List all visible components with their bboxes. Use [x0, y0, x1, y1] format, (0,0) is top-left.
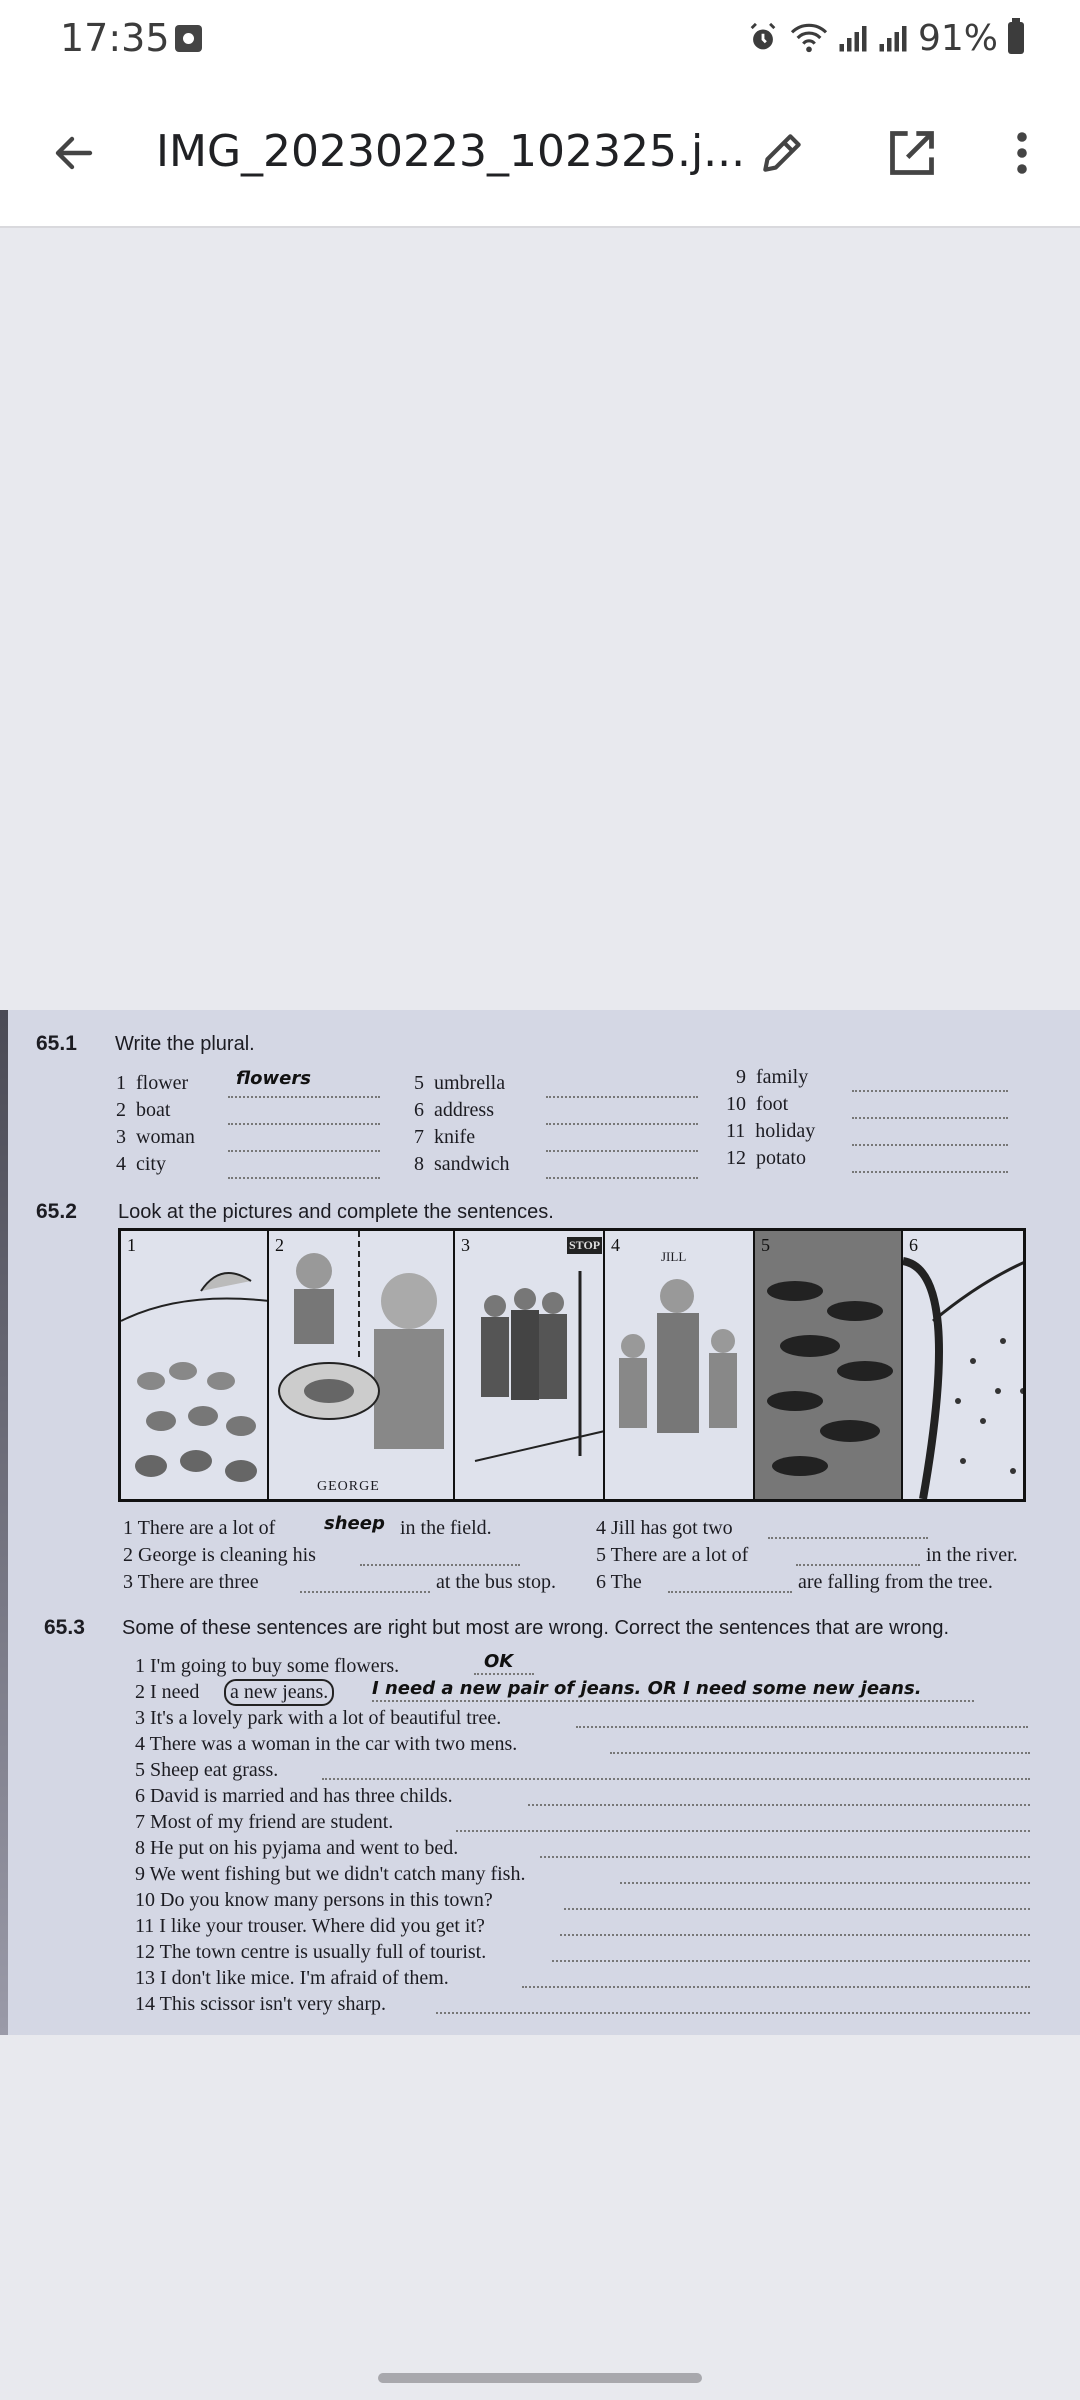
sentence: 4 There was a woman in the car with two mens. — [135, 1733, 518, 1755]
answer-line — [668, 1591, 792, 1593]
plural-item: 5 umbrella — [414, 1072, 506, 1094]
sentence: 10 Do you know many persons in this town? — [135, 1889, 493, 1911]
answer-line — [768, 1537, 928, 1539]
sentence: 5 There are a lot of — [596, 1544, 749, 1566]
battery-percent: 91% — [917, 17, 998, 59]
sentence: 3 There are three — [123, 1571, 259, 1593]
answer-line — [540, 1856, 1030, 1858]
picture-number: 6 — [909, 1235, 918, 1255]
battery-icon — [1008, 22, 1024, 54]
more-options-icon[interactable] — [992, 123, 1052, 183]
answer-line — [610, 1752, 1030, 1754]
answer-line — [546, 1177, 698, 1179]
plural-item: 6 address — [414, 1099, 494, 1121]
app-bar — [0, 78, 1080, 228]
plural-item: 8 sandwich — [414, 1153, 510, 1175]
handwritten-answer: I need a new pair of jeans. OR I need some new jeans. — [372, 1678, 922, 1699]
plural-item: 11 holiday — [726, 1120, 816, 1142]
sentence: 2 George is cleaning his — [123, 1544, 316, 1566]
picture-jill-children — [605, 1231, 755, 1499]
answer-line — [228, 1150, 380, 1152]
sentence: 6 David is married and has three childs. — [135, 1785, 453, 1807]
sentence: 3 It's a lovely park with a lot of beautiful tree. — [135, 1707, 502, 1729]
answer-line — [456, 1830, 1030, 1832]
bus-stop-sign: STOP — [569, 1238, 601, 1252]
handwritten-answer: sheep — [324, 1513, 385, 1534]
picture-number: 4 — [611, 1235, 620, 1255]
picture-strip — [118, 1228, 1026, 1502]
answer-line — [546, 1123, 698, 1125]
alarm-icon — [746, 21, 780, 55]
jill-drawing — [605, 1231, 755, 1499]
answer-line — [852, 1090, 1008, 1092]
file-name-title: IMG_20230223_102325.j... — [156, 126, 746, 177]
fish-drawing — [755, 1231, 903, 1499]
status-bar — [0, 0, 1080, 78]
picture-falling-leaves — [903, 1231, 1023, 1499]
answer-line — [852, 1117, 1008, 1119]
notification-app-icon — [175, 25, 202, 52]
sentence: are falling from the tree. — [798, 1571, 993, 1593]
image-canvas[interactable] — [0, 230, 1080, 2330]
answer-line — [620, 1882, 1030, 1884]
picture-george-teeth — [269, 1231, 455, 1499]
sentence: 13 I don't like mice. I'm afraid of them. — [135, 1967, 449, 1989]
exercise-number: 65.3 — [44, 1616, 85, 1639]
george-drawing — [269, 1231, 455, 1499]
answer-line — [560, 1934, 1030, 1936]
answer-line — [372, 1700, 974, 1702]
status-time: 17:35 — [60, 16, 170, 60]
plural-item: 7 knife — [414, 1126, 476, 1148]
answer-line — [300, 1591, 430, 1593]
sentence: 1 I'm going to buy some flowers. — [135, 1655, 400, 1677]
sentence: 8 He put on his pyjama and went to bed. — [135, 1837, 459, 1859]
picture-caption: JILL — [661, 1249, 687, 1264]
plural-item: 1 flower — [116, 1072, 189, 1094]
answer-line — [852, 1144, 1008, 1146]
answer-line — [576, 1726, 1028, 1728]
picture-number: 5 — [761, 1235, 770, 1255]
handwritten-answer: flowers — [236, 1068, 311, 1089]
answer-line — [436, 2012, 1030, 2014]
plural-item: 9 family — [736, 1066, 809, 1088]
picture-number: 3 — [461, 1235, 470, 1255]
answer-line — [228, 1177, 380, 1179]
answer-line — [522, 1986, 1030, 1988]
sheep-drawing — [121, 1231, 269, 1499]
edit-pencil-icon[interactable] — [752, 123, 812, 183]
sentence: 6 The — [596, 1571, 642, 1593]
plural-item: 10 foot — [726, 1093, 789, 1115]
picture-sheep-field — [121, 1231, 269, 1499]
exercise-heading: Write the plural. — [115, 1033, 255, 1055]
sentence: 12 The town centre is usually full of tourist. — [135, 1941, 487, 1963]
answer-line — [852, 1171, 1008, 1173]
picture-number: 2 — [275, 1235, 284, 1255]
bus-stop-drawing — [455, 1231, 605, 1499]
home-indicator[interactable] — [378, 2373, 702, 2383]
circled-phrase: a new jeans. — [224, 1679, 334, 1706]
answer-line — [796, 1564, 920, 1566]
sentence: 14 This scissor isn't very sharp. — [135, 1993, 386, 2015]
answer-line — [528, 1804, 1030, 1806]
sentence: in the river. — [926, 1544, 1018, 1566]
answer-line — [228, 1096, 380, 1098]
status-icons — [746, 16, 1024, 60]
plural-item: 12 potato — [726, 1147, 806, 1169]
plural-item: 4 city — [116, 1153, 166, 1175]
picture-bus-stop — [455, 1231, 605, 1499]
sentence: at the bus stop. — [436, 1571, 556, 1593]
answer-line — [552, 1960, 1030, 1962]
handwritten-answer: OK — [484, 1651, 514, 1672]
sentence: 7 Most of my friend are student. — [135, 1811, 394, 1833]
wifi-icon — [790, 21, 828, 55]
photo-worksheet[interactable] — [0, 1010, 1080, 2035]
sentence: 11 I like your trouser. Where did you get it? — [135, 1915, 485, 1937]
exercise-number: 65.2 — [36, 1200, 77, 1223]
answer-line — [564, 1908, 1030, 1910]
plural-item: 3 woman — [116, 1126, 195, 1148]
sentence: 2 I need — [135, 1681, 200, 1703]
exercise-number: 65.1 — [36, 1032, 77, 1055]
picture-caption: GEORGE — [317, 1479, 380, 1494]
answer-line — [228, 1123, 380, 1125]
picture-fish-river — [755, 1231, 903, 1499]
sentence: 5 Sheep eat grass. — [135, 1759, 279, 1781]
tree-drawing — [903, 1231, 1023, 1499]
exercise-heading: Some of these sentences are right but most are wrong. Correct the sentences that are wrong. — [122, 1617, 950, 1639]
answer-line — [546, 1096, 698, 1098]
sentence: 1 There are a lot of — [123, 1517, 276, 1539]
answer-line — [546, 1150, 698, 1152]
sentence: in the field. — [400, 1517, 492, 1539]
exercise-heading: Look at the pictures and complete the sentences. — [118, 1201, 554, 1223]
signal-icon-2 — [878, 23, 908, 53]
plural-item: 2 boat — [116, 1099, 171, 1121]
sentence: 4 Jill has got two — [596, 1517, 733, 1539]
picture-number: 1 — [127, 1235, 136, 1255]
signal-icon-1 — [838, 23, 868, 53]
answer-line — [360, 1564, 520, 1566]
sentence: 9 We went fishing but we didn't catch many fish. — [135, 1863, 526, 1885]
open-external-icon[interactable] — [882, 123, 942, 183]
answer-line — [322, 1778, 1030, 1780]
photo-edge — [0, 1010, 8, 2035]
back-arrow-icon[interactable] — [44, 123, 104, 183]
answer-line — [474, 1673, 534, 1675]
